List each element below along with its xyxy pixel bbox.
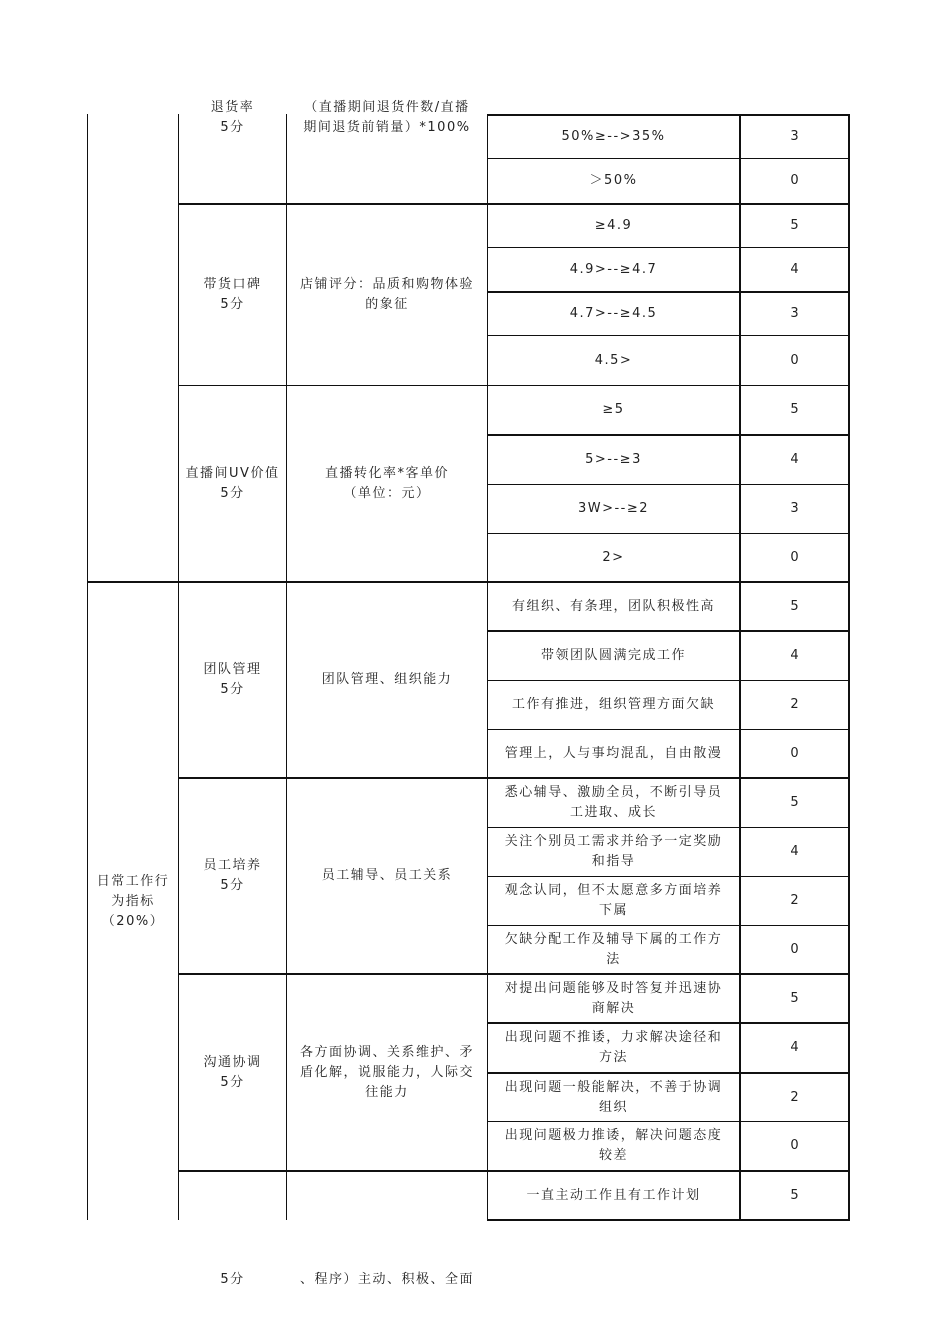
item-uv-value [179,386,286,581]
criterion-score: 2 [790,893,799,908]
criterion-text: 3W>--≥2 [577,501,650,516]
category-line: 为指标 [111,893,155,909]
category-line: 日常工作行 [96,873,170,889]
item-reputation [179,205,286,385]
criterion-score: 5 [790,990,799,1006]
criterion-score: 2 [790,1089,799,1105]
bottom-item-points: 5分 [220,1272,245,1287]
criterion-text [488,975,739,1022]
category-line: （20%） [101,913,165,929]
criterion-text: 4.5> [594,352,633,368]
criterion-text: 4.9>--≥4.7 [569,261,658,277]
formula-line: （直播期间退货件数/直播 [304,100,470,115]
item-name: 沟通协调 [203,1054,262,1070]
criterion-line: 下属 [598,903,628,918]
desc-line: （单位：元） [343,485,431,501]
criterion-text: ≥4.9 [594,218,633,233]
formula-line: 期间退货前销量）*100% [303,120,471,135]
criterion-text: ＞50% [589,173,638,188]
criterion-score: 0 [790,549,799,565]
bottom-item-desc: 、程序）主动、积极、全面 [299,1272,474,1287]
criterion-score: 4 [790,452,799,467]
item-name: 员工培养 [203,858,262,873]
item-return-rate-formula [287,96,487,140]
desc-line: 店铺评分：品质和购物体验 [299,277,474,292]
criterion-line: 方法 [598,1050,628,1065]
criterion-text: 4.7>--≥4.5 [569,306,658,321]
criterion-score: 0 [790,941,799,957]
criterion-line: 悉心辅导、激励全员，不断引导员 [504,785,723,800]
criterion-line: 商解决 [591,1000,636,1016]
criterion-score: 4 [790,261,799,277]
criterion-text [488,877,739,925]
criterion-score: 5 [790,598,799,614]
table-border-right [848,114,850,1221]
criterion-text: 管理上，人与事均混乱，自由散漫 [504,745,723,761]
desc-line: 往能力 [365,1084,409,1100]
item-points: 5分 [220,485,245,501]
criterion-text: 2> [602,549,625,565]
criterion-score: 4 [790,648,799,663]
criterion-text: 带领团队圆满完成工作 [540,648,686,663]
item-return-rate [179,96,286,140]
item-communication [179,975,286,1170]
desc-line: 盾化解，说服能力，人际交 [299,1064,474,1080]
item-team-management-desc: 团队管理、组织能力 [321,672,453,687]
criterion-score: 3 [790,306,799,321]
criterion-text: 有组织、有条理，团队积极性高 [511,598,715,614]
criterion-score: 3 [790,129,799,144]
item-points: 5分 [220,1074,245,1090]
criterion-line: 组织 [598,1099,628,1115]
criterion-text: 50%≥-->35% [561,129,666,144]
criterion-line: 法 [606,951,621,967]
item-points: 5分 [220,878,245,893]
criterion-line: 出现问题不推诿，力求解决途径和 [504,1030,723,1045]
criterion-score: 4 [790,844,799,859]
criterion-text [488,1074,739,1121]
item-name: 直播间UV价值 [185,465,280,481]
item-uv-value-desc [287,386,487,581]
criterion-score: 0 [790,1138,799,1153]
criterion-line: 欠缺分配工作及辅导下属的工作方 [504,931,723,947]
item-communication-desc [287,975,487,1170]
item-reputation-desc [287,205,487,385]
item-name: 带货口碑 [203,277,262,292]
criterion-score: 2 [790,697,799,712]
desc-line: 直播转化率*客单价 [324,465,449,481]
criterion-line: 观念认同，但不太愿意多方面培养 [504,883,723,898]
item-name: 团队管理 [203,662,262,677]
criterion-score: 4 [790,1040,799,1055]
criterion-line: 较差 [598,1148,628,1163]
criterion-score: 0 [790,352,799,368]
desc-line: 的象征 [365,297,409,312]
item-points: 5分 [220,120,245,135]
item-points: 5分 [220,682,245,697]
criterion-line: 工进取、成长 [569,805,657,820]
criterion-text [488,1024,739,1072]
item-name: 退货率 [210,100,255,115]
criterion-score: 5 [790,402,799,417]
criterion-line: 出现问题一般能解决，不善于协调 [504,1079,723,1095]
criterion-text: ≥5 [602,402,625,417]
criterion-text: 工作有推进，组织管理方面欠缺 [511,697,715,712]
criterion-text [488,1122,739,1170]
criterion-text: 5>--≥3 [585,452,642,467]
desc-line: 各方面协调、关系维护、矛 [299,1044,474,1060]
criterion-line: 出现问题极力推诿，解决问题态度 [504,1128,723,1143]
criterion-score: 5 [790,1187,799,1203]
criterion-score: 5 [790,795,799,810]
criterion-line: 和指导 [591,854,636,869]
item-team-management [179,583,286,777]
criterion-text [488,779,739,827]
criterion-line: 对提出问题能够及时答复并迅速协 [504,980,723,996]
criterion-text: 一直主动工作且有工作计划 [526,1187,701,1203]
criterion-score: 0 [790,173,799,188]
item-staff-training [179,779,286,973]
item-staff-training-desc: 员工辅导、员工关系 [321,868,453,883]
row-line [487,1219,850,1221]
criterion-text [488,926,739,973]
criterion-score: 0 [790,745,799,761]
category-daily-behavior [88,583,178,1220]
criterion-text [488,828,739,876]
item-points: 5分 [220,297,245,312]
criterion-score: 3 [790,501,799,516]
criterion-line: 关注个别员工需求并给予一定奖励 [504,834,723,849]
criterion-score: 5 [790,218,799,233]
